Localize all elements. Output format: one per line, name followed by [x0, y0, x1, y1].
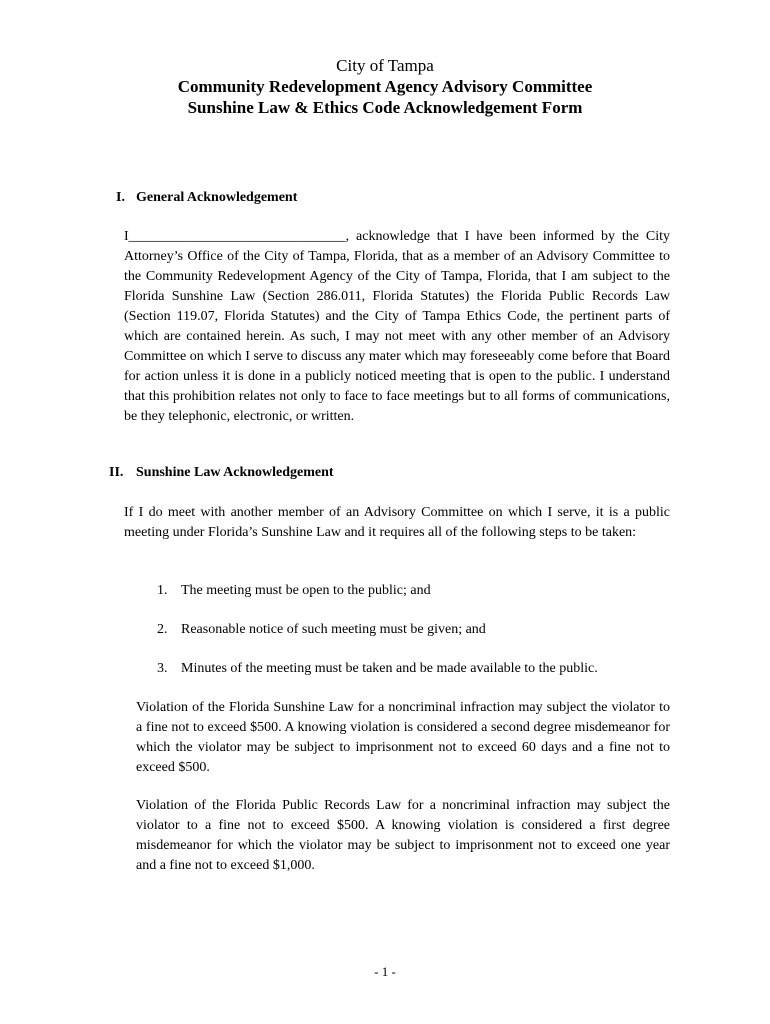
sunshine-intro-paragraph: If I do meet with another member of an Advisory Committee on which I serve, it is a public meeting under Florida’s Sunshine Law and it requires all of the following steps to be taken: [124, 505, 670, 540]
sunshine-violation-paragraph: Violation of the Florida Sunshine Law for a noncriminal infraction may subject the violator to a fine not to exceed $500. A knowing violation is considered a second degree misdemeanor for which the violator may be subject to imprisonment not to exceed 60 days and a fine not to exceed $500. [136, 700, 670, 775]
list-item [157, 621, 486, 639]
list-item-number: 3. [157, 661, 168, 676]
section-2-number: II. [109, 465, 124, 480]
list-item-text: Minutes of the meeting must be taken and be made available to the public. [181, 661, 598, 676]
section-2-title: Sunshine Law Acknowledgement [136, 465, 334, 480]
list-item [157, 582, 431, 600]
section-2-heading [109, 464, 334, 482]
name-blank: I_______________________________ [124, 229, 346, 244]
page-number: - 1 - [374, 964, 396, 979]
list-item [157, 660, 598, 678]
section-1-heading [116, 189, 297, 207]
city-title: City of Tampa [336, 56, 434, 75]
general-acknowledgement-text: , acknowledge that I have been informed by the City Attorney’s Office of the City of Tampa, Florida, that as a member of an Advisory Committee to the Community Redevelopment Agency of the City of Tampa, Florida, that I am subject to the Florida Sunshine Law (Section 286.011, Florida Statutes) the Florida Public Records Law (Section 119.07, Florida Statutes) and the City of Tampa Ethics Code, the pertinent parts of which are contained herein. As such, I may not meet with any other member of an Advisory Committee on which I serve to discuss any mater which may foreseeably come before that Board for action unless it is done in a publicly noticed meeting that is open to the public. I understand that this prohibition relates not only to face to face meetings but to all forms of communications, be they telephonic, electronic, or written. [124, 229, 670, 424]
list-item-text: Reasonable notice of such meeting must be given; and [181, 622, 486, 637]
records-violation-paragraph: Violation of the Florida Public Records Law for a noncriminal infraction may subject the violator to a fine not to exceed $500. A knowing violation is considered a first degree misdemeanor for which the violator may be subject to imprisonment not to exceed one year and a fine not to exceed $1,000. [136, 798, 670, 873]
list-item-number: 2. [157, 622, 168, 637]
general-acknowledgement-paragraph [124, 227, 670, 427]
section-1-title: General Acknowledgement [136, 190, 298, 205]
form-title: Sunshine Law & Ethics Code Acknowledgement Form [187, 98, 583, 117]
agency-title: Community Redevelopment Agency Advisory Committee [177, 77, 593, 96]
list-item-text: The meeting must be open to the public; and [181, 583, 431, 598]
list-item-number: 1. [157, 583, 168, 598]
section-1-number: I. [116, 190, 125, 205]
